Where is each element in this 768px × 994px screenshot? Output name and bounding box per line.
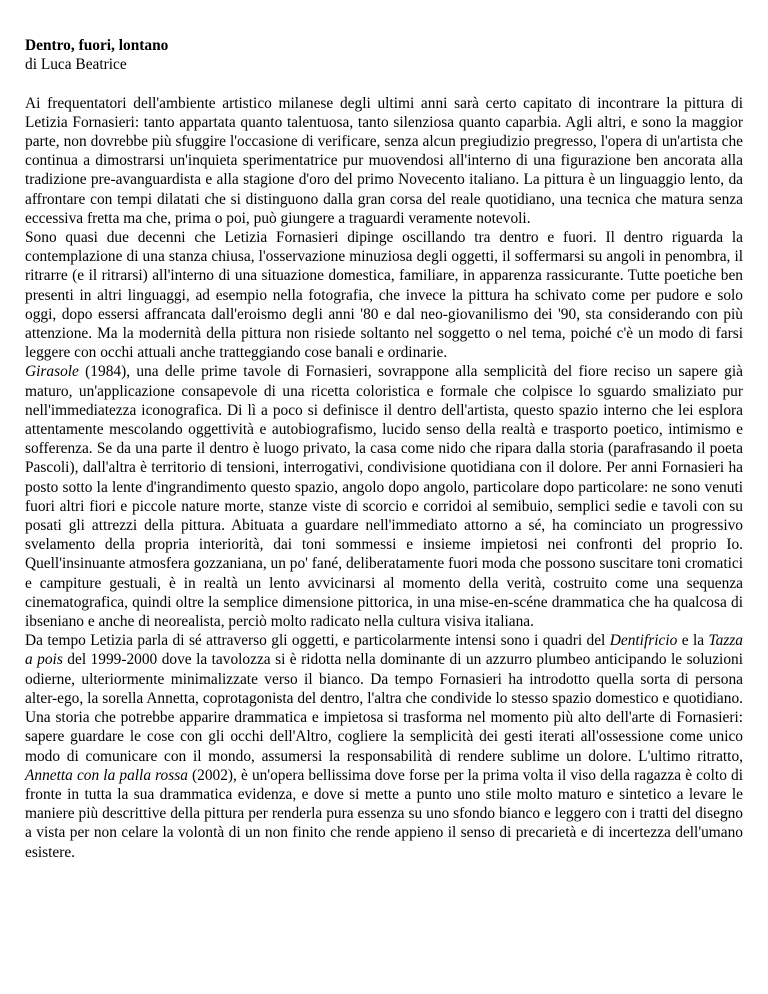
paragraph-4-text-b: e la	[677, 632, 709, 650]
paragraph-3	[25, 362, 743, 631]
paragraph-4-text-d: (2002), è un'opera bellissima dove forse per la prima volta il viso della ragazza è colto di fronte in tutta la sua drammatica evidenza, e dove si mette a punto uno stile molto maturo e sintetico a levare le maniere più descrittive della pittura per renderla pura essenza su uno sfondo bianco e leggero con i tratti del disegno a vista per non celare la volontà di un non finito che rende appieno il senso di precarietà e di incertezza dell'umano esistere.	[25, 766, 743, 861]
document-author: di Luca Beatrice	[25, 56, 127, 74]
paragraph-4-text-a: Da tempo Letizia parla di sé attraverso gli oggetti, e particolarmente intensi sono i quadri del	[25, 632, 610, 650]
work-title-tazza-a-pois: Tazza a pois	[25, 632, 743, 669]
document-page	[25, 36, 743, 862]
paragraph-1: Ai frequentatori dell'ambiente artistico milanese degli ultimi anni sarà certo capitato di incontrare la pittura di Letizia Fornasieri: tanto appartata quanto talentuosa, tanto silenziosa quanto caparbia. Agli altri, e sono la maggior parte, non dovrebbe più sfuggire l'occasione di verificare, senza alcun pregiudizio pregresso, l'opera di un'artista che continua a dimostrarsi un'inquieta sperimentatrice pur muovendosi all'interno di una figurazione ben ancorata alla tradizione pre-avanguardista e alla stagione d'oro del primo Novecento italiano. La pittura è un linguaggio lento, da affrontare con tempi dilatati che si distinguono dalla gran corsa del reale quotidiano, una tecnica che matura senza eccessiva fretta ma che, prima o poi, può giungere a traguardi veramente notevoli.	[25, 94, 743, 227]
document-title: Dentro, fuori, lontano	[25, 37, 169, 54]
paragraph-4-text-c: del 1999-2000 dove la tavolozza si è ridotta nella dominante di un azzurro plumbeo anticipando le soluzioni odierne, ulteriormente minimalizzate verso il bianco. Da tempo Fornasieri ha introdotto quella sorta di persona alter-ego, la sorella Annetta, coprotagonista del dentro, l'altra che condivide lo stesso spazio domestico e quotidiano. Una storia che potrebbe apparire drammatica e impietosa si trasforma nel momento più alto dell'arte di Fornasieri: sapere guardare le cose con gli occhi dell'Altro, cogliere la semplicità dei gesti iterati all'ossessione come unico modo di comunicare con il mondo, assumersi la responsabilità di rendere sublime un dolore. L'ultimo ritratto,	[25, 651, 744, 765]
work-title-girasole: Girasole	[25, 363, 79, 381]
paragraph-4	[25, 631, 743, 861]
work-title-annetta: Annetta con la palla rossa	[25, 766, 188, 784]
work-title-dentifricio: Dentifricio	[609, 632, 678, 650]
paragraph-2: Sono quasi due decenni che Letizia Fornasieri dipinge oscillando tra dentro e fuori. Il dentro riguarda la contemplazione di una stanza chiusa, l'osservazione minuziosa degli oggetti, il soffermarsi su angoli in penombra, il ritrarre (e il ritrarsi) all'interno di una situazione domestica, familiare, in apparenza rassicurante. Tutte poetiche ben presenti in altri linguaggi, ad esempio nella fotografia, che invece la pittura ha schivato come per pudore e solo oggi, dopo essersi affrancata dall'eroismo degli anni '80 e dal neo-giovanilismo dei '90, sta considerando con più attenzione. Ma la modernità della pittura non risiede soltanto nel soggetto o nel tema, poiché c'è un modo di farsi leggere con occhi attuali anche tratteggiando cose banali e ordinarie.	[25, 229, 743, 362]
paragraph-3-text: (1984), una delle prime tavole di Fornasieri, sovrappone alla semplicità del fiore reciso un sapere già maturo, un'applicazione consapevole di una ricetta coloristica e formale che colpisce lo sguardo smaliziato pur nell'immediatezza iconografica. Di lì a poco si definisce il dentro dell'artista, questo spazio interno che lei esplora attentamente mescolando oggettività e autobiografismo, lucido senso della realtà e trasporto poetico, intimismo e sofferenza. Se da una parte il dentro è luogo privato, la casa come nido che ripara dalla storia (parafrasando il poeta Pascoli), dall'altra è territorio di tensioni, interrogativi, condivisione quotidiana con il dolore. Per anni Fornasieri ha posto sotto la lente d'ingrandimento questo spazio, angolo dopo angolo, particolare dopo particolare: ne sono venuti fuori altri fiori e piccole nature morte, stanze viste di scorcio e corridoi al semibuio, semplici sedie e tavoli con su posati gli attrezzi della pittura. Abituata a guardare nell'immediato attorno a sé, ha cominciato un progressivo svelamento della propria interiorità, dai toni sommessi e insieme impietosi nei confronti del proprio Io. Quell'insinuante atmosfera gozzaniana, un po' fané, deliberatamente fuori moda che possono suscitare toni cromatici e campiture gestuali, è in realtà un lento avvicinarsi al momento della verità, costruito come una sequenza cinematografica, quindi oltre la semplice dimensione pittorica, in una mise-en-scéne drammatica che ha qualcosa di ibseniano e anche di neorealista, perciò molto radicato nella cultura visiva italiana.	[25, 363, 743, 631]
